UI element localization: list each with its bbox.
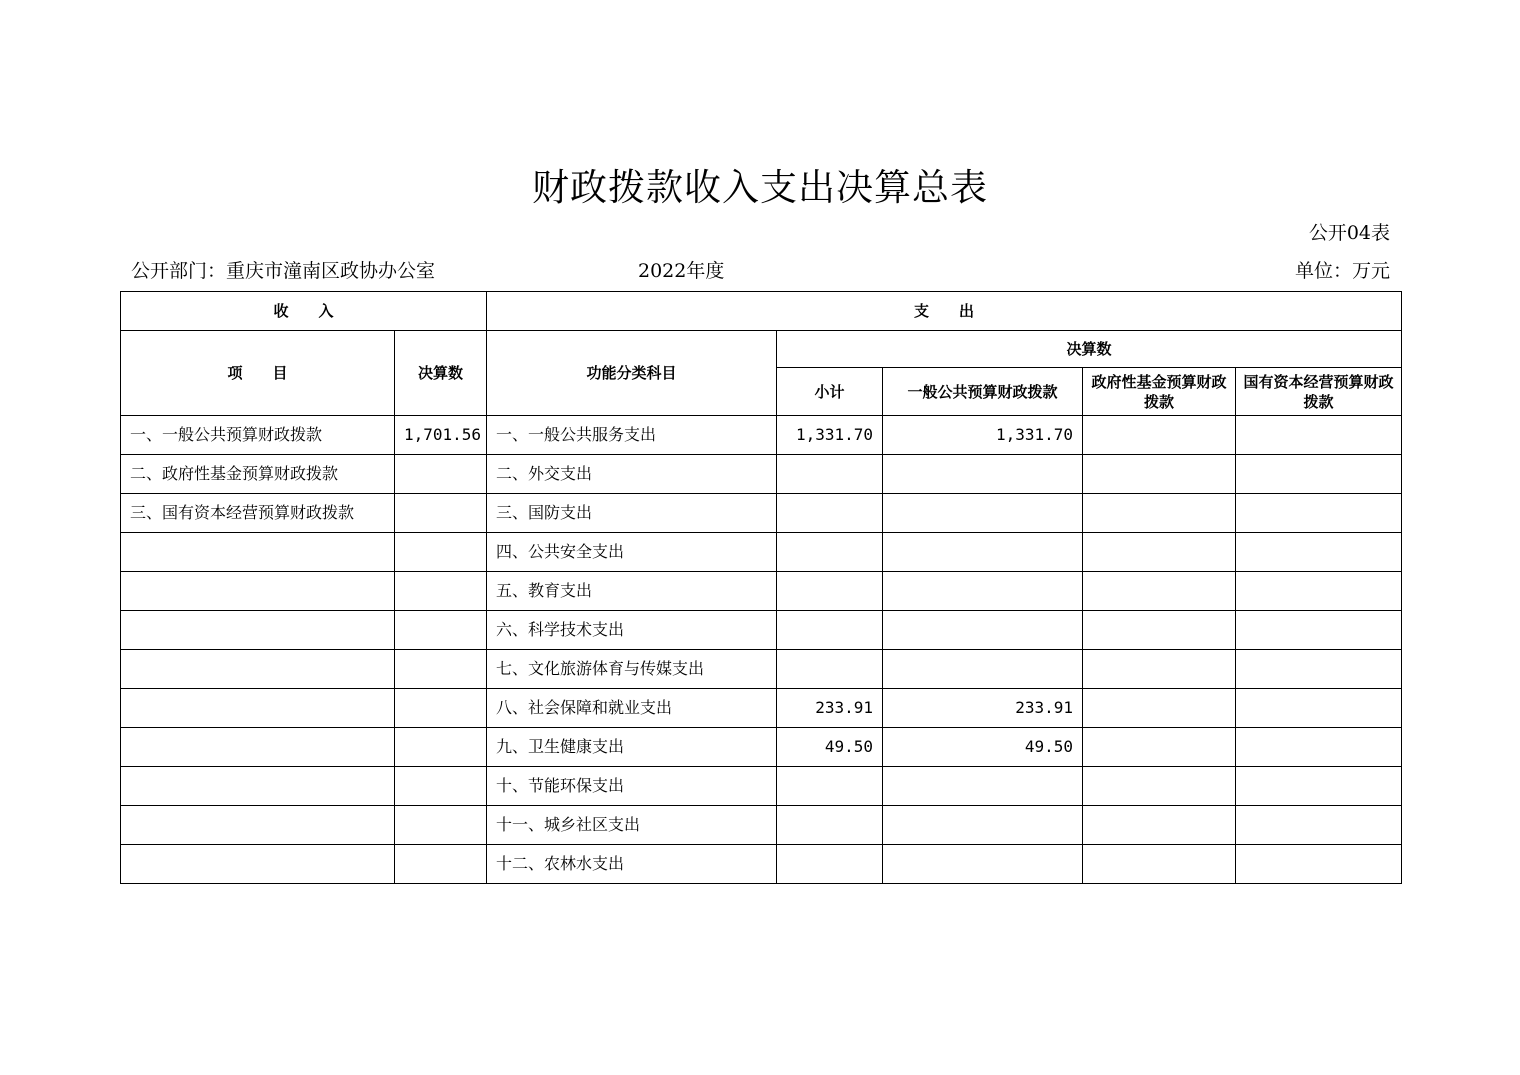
table-row (121, 845, 1402, 884)
col-subtotal-header: 小计 (777, 368, 883, 416)
income-amount-cell (395, 572, 487, 611)
function-cell: 六、科学技术支出 (487, 611, 777, 650)
function-cell: 四、公共安全支出 (487, 533, 777, 572)
subtotal-cell (777, 572, 883, 611)
col-income-amount-header: 决算数 (395, 331, 487, 416)
income-item-cell (121, 806, 395, 845)
general-cell (883, 572, 1083, 611)
state-capital-cell (1236, 845, 1402, 884)
income-amount-cell (395, 494, 487, 533)
income-item-cell (121, 845, 395, 884)
gov-fund-cell (1083, 572, 1236, 611)
state-capital-cell (1236, 455, 1402, 494)
expense-header: 支 出 (487, 292, 1402, 331)
col-general-header: 一般公共预算财政拨款 (883, 368, 1083, 416)
income-item-cell: 二、政府性基金预算财政拨款 (121, 455, 395, 494)
financial-table (120, 291, 1402, 884)
gov-fund-cell (1083, 416, 1236, 455)
table-row (121, 533, 1402, 572)
function-cell: 十一、城乡社区支出 (487, 806, 777, 845)
unit-label: 单位：万元 (1294, 260, 1390, 282)
income-item-cell (121, 689, 395, 728)
table-header (121, 292, 1402, 416)
state-capital-cell (1236, 611, 1402, 650)
income-item-cell: 一、一般公共预算财政拨款 (121, 416, 395, 455)
gov-fund-cell (1083, 650, 1236, 689)
state-capital-cell (1236, 650, 1402, 689)
income-amount-cell (395, 533, 487, 572)
income-item-cell (121, 533, 395, 572)
function-cell: 七、文化旅游体育与传媒支出 (487, 650, 777, 689)
income-amount-cell (395, 806, 487, 845)
subtotal-cell (777, 767, 883, 806)
income-amount-cell (395, 650, 487, 689)
fiscal-year: 2022年度 (638, 260, 725, 282)
income-amount-cell (395, 611, 487, 650)
table-row (121, 806, 1402, 845)
col-final-group-header: 决算数 (777, 331, 1402, 368)
state-capital-cell (1236, 416, 1402, 455)
subtotal-cell (777, 806, 883, 845)
state-capital-cell (1236, 494, 1402, 533)
gov-fund-cell (1083, 845, 1236, 884)
income-item-cell (121, 611, 395, 650)
col-gov-fund-header: 政府性基金预算财政拨款 (1083, 368, 1236, 416)
state-capital-cell (1236, 767, 1402, 806)
general-cell (883, 533, 1083, 572)
subtotal-cell: 49.50 (777, 728, 883, 767)
gov-fund-cell (1083, 455, 1236, 494)
income-amount-cell (395, 728, 487, 767)
subtotal-cell: 233.91 (777, 689, 883, 728)
function-cell: 十、节能环保支出 (487, 767, 777, 806)
table-row (121, 455, 1402, 494)
col-function-header: 功能分类科目 (487, 331, 777, 416)
gov-fund-cell (1083, 689, 1236, 728)
general-cell (883, 845, 1083, 884)
table-row (121, 494, 1402, 533)
gov-fund-cell (1083, 728, 1236, 767)
table-row (121, 611, 1402, 650)
function-cell: 五、教育支出 (487, 572, 777, 611)
general-cell (883, 611, 1083, 650)
subtotal-cell (777, 650, 883, 689)
general-cell (883, 650, 1083, 689)
function-cell: 三、国防支出 (487, 494, 777, 533)
general-cell (883, 767, 1083, 806)
income-item-cell (121, 572, 395, 611)
general-cell (883, 494, 1083, 533)
table-row (121, 728, 1402, 767)
function-cell: 十二、农林水支出 (487, 845, 777, 884)
page-title: 财政拨款收入支出决算总表 (532, 166, 988, 209)
subtotal-cell: 1,331.70 (777, 416, 883, 455)
state-capital-cell (1236, 728, 1402, 767)
income-amount-cell (395, 845, 487, 884)
general-cell: 1,331.70 (883, 416, 1083, 455)
subtotal-cell (777, 533, 883, 572)
function-cell: 八、社会保障和就业支出 (487, 689, 777, 728)
general-cell (883, 806, 1083, 845)
income-amount-cell: 1,701.56 (395, 416, 487, 455)
general-cell: 49.50 (883, 728, 1083, 767)
income-amount-cell (395, 689, 487, 728)
income-amount-cell (395, 767, 487, 806)
income-item-cell: 三、国有资本经营预算财政拨款 (121, 494, 395, 533)
state-capital-cell (1236, 689, 1402, 728)
state-capital-cell (1236, 572, 1402, 611)
subtotal-cell (777, 611, 883, 650)
department-label: 公开部门：重庆市潼南区政协办公室 (131, 260, 436, 282)
income-item-cell (121, 767, 395, 806)
general-cell: 233.91 (883, 689, 1083, 728)
state-capital-cell (1236, 806, 1402, 845)
function-cell: 九、卫生健康支出 (487, 728, 777, 767)
income-item-cell (121, 650, 395, 689)
general-cell (883, 455, 1083, 494)
gov-fund-cell (1083, 494, 1236, 533)
subtotal-cell (777, 845, 883, 884)
gov-fund-cell (1083, 767, 1236, 806)
subtotal-cell (777, 455, 883, 494)
table-row (121, 572, 1402, 611)
state-capital-cell (1236, 533, 1402, 572)
subtotal-cell (777, 494, 883, 533)
form-number: 公开04表 (1308, 222, 1390, 244)
income-header: 收 入 (121, 292, 487, 331)
function-cell: 一、一般公共服务支出 (487, 416, 777, 455)
gov-fund-cell (1083, 806, 1236, 845)
income-amount-cell (395, 455, 487, 494)
gov-fund-cell (1083, 533, 1236, 572)
table-row (121, 689, 1402, 728)
table-row (121, 767, 1402, 806)
gov-fund-cell (1083, 611, 1236, 650)
table-body (121, 416, 1402, 884)
col-state-capital-header: 国有资本经营预算财政拨款 (1236, 368, 1402, 416)
col-item-header: 项 目 (121, 331, 395, 416)
function-cell: 二、外交支出 (487, 455, 777, 494)
income-item-cell (121, 728, 395, 767)
table-row (121, 416, 1402, 455)
table-row (121, 650, 1402, 689)
